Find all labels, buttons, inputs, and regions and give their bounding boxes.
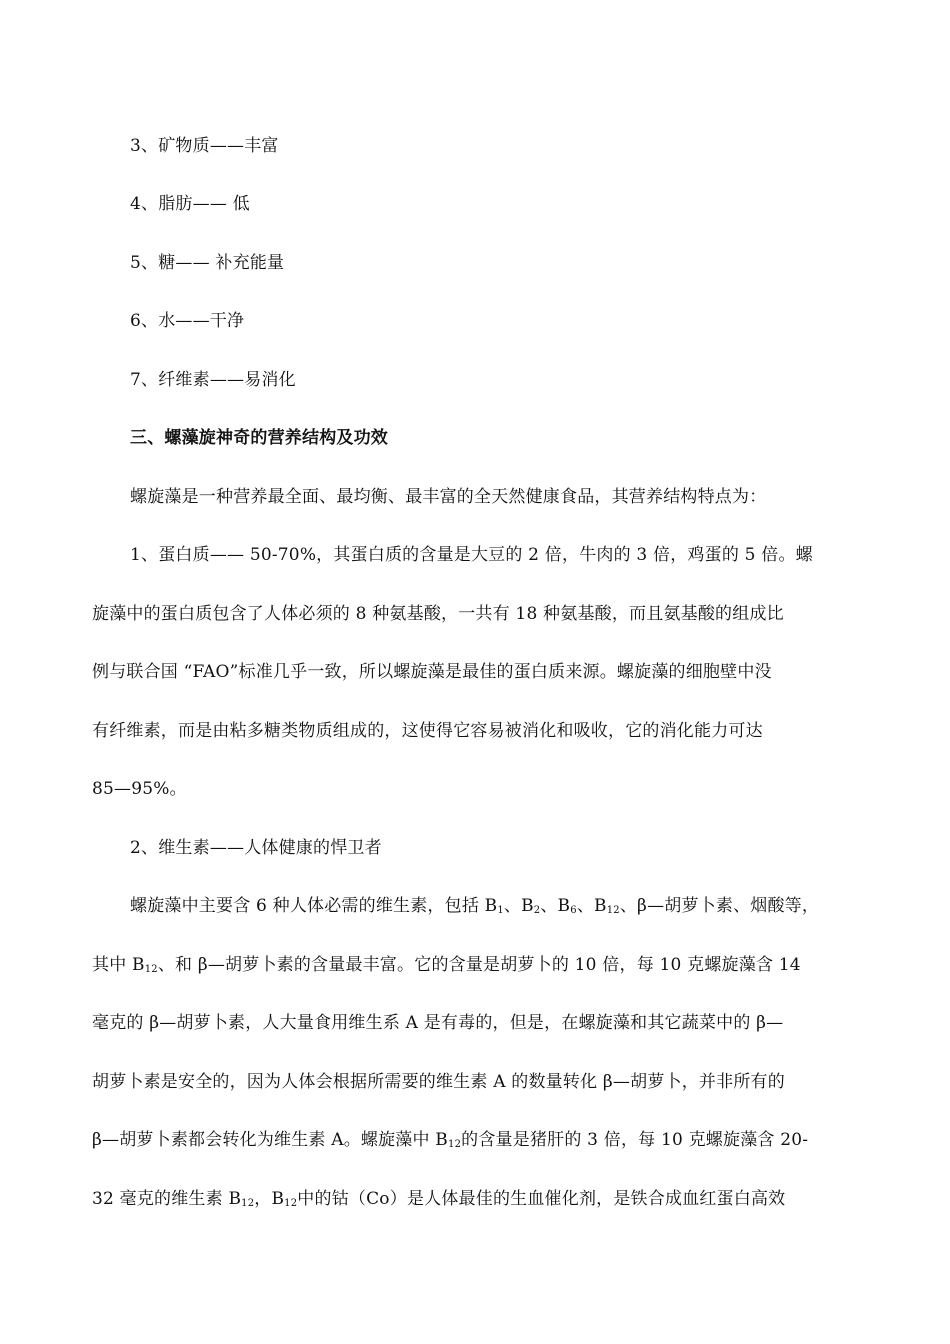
list-item-fat: 4、脂肪—— 低 <box>130 194 250 214</box>
protein-line-2: 旋藻中的蛋白质包含了人体必须的 8 种氨基酸，一共有 18 种氨基酸，而且氨基酸的组成比 <box>92 604 784 624</box>
vitamin-line-2: 其中 $B_{12}$、和 β—胡萝卜素的含量最丰富。它的含量是胡萝卜的 10 倍，每 10 克螺旋藻含 14 <box>92 955 801 975</box>
protein-line-4: 有纤维素，而是由粘多糖类物质组成的，这使得它容易被消化和吸收，它的消化能力可达 <box>92 721 763 741</box>
protein-line-1: 1、蛋白质—— 50-70%，其蛋白质的含量是大豆的 2 倍，牛肉的 3 倍，鸡蛋的 5 倍。螺 <box>130 545 813 565</box>
list-item-fiber: 7、纤维素——易消化 <box>130 370 296 390</box>
vitamin-line-3: 毫克的 β—胡萝卜素，人大量食用维生系 A 是有毒的，但是，在螺旋藻和其它蔬菜中的 β— <box>92 1013 784 1033</box>
protein-line-3: 例与联合国 “FAO”标准几乎一致，所以螺旋藻是最佳的蛋白质来源。螺旋藻的细胞壁中没 <box>92 662 772 682</box>
vitamin-line-4: 胡萝卜素是安全的，因为人体会根据所需要的维生素 A 的数量转化 β—胡萝卜，并非所有的 <box>92 1072 785 1092</box>
list-item-sugar: 5、糖—— 补充能量 <box>130 253 285 273</box>
vitamin-line-5: β—胡萝卜素都会转化为维生素 A。螺旋藻中 $B_{12}$的含量是猪肝的 3 倍，每 10 克螺旋藻含 20- <box>92 1130 809 1150</box>
list-item-water: 6、水——干净 <box>130 311 245 331</box>
protein-line-5: 85—95%。 <box>92 779 187 799</box>
vitamin-line-1: 螺旋藻中主要含 6 种人体必需的维生素，包括 $B_1$、$B_2$、$B_6$、$B_{12}$、β—胡萝卜素、烟酸等， <box>130 896 820 916</box>
vitamin-heading: 2、维生素——人体健康的悍卫者 <box>130 838 382 858</box>
intro-paragraph: 螺旋藻是一种营养最全面、最均衡、最丰富的全天然健康食品，其营养结构特点为： <box>130 487 767 507</box>
vitamin-line-6: 32 毫克的维生素 $B_{12}$，$B_{12}$中的钴（Co）是人体最佳的生血催化剂，是铁合成血红蛋白高效 <box>92 1189 786 1209</box>
section-heading: 三、螺藻旋神奇的营养结构及功效 <box>130 428 388 448</box>
list-item-minerals: 3、矿物质——丰富 <box>130 136 279 156</box>
